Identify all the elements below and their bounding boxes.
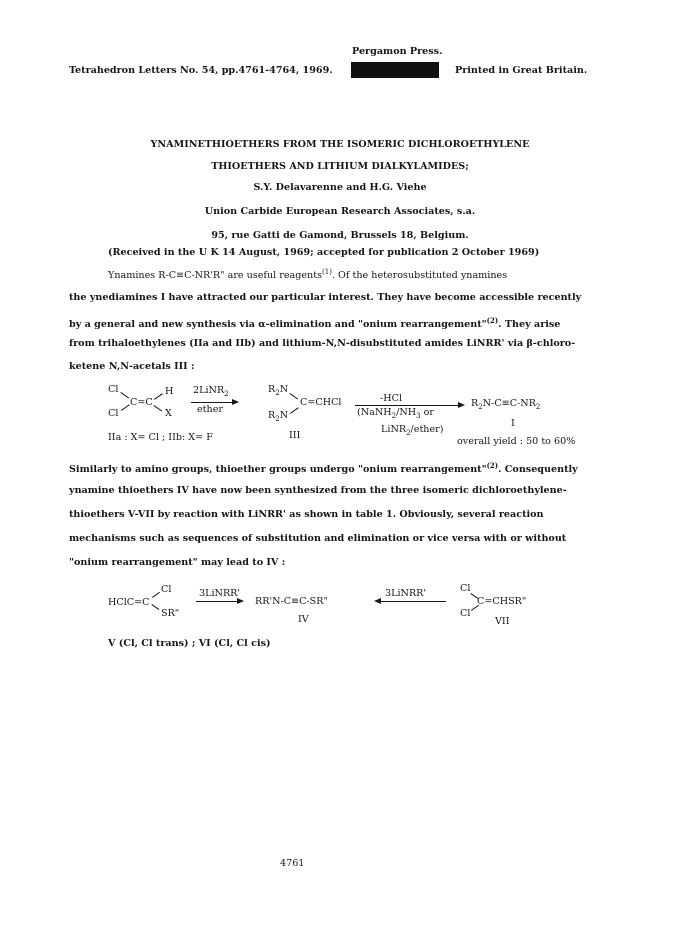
isomer-note: V (Cl, Cl trans) ; VI (Cl, Cl cis): [108, 638, 271, 649]
printed-in: Printed in Great Britain.: [455, 65, 588, 76]
s1-product-i: $R_2N-C\equiv C-NR_2$: [471, 398, 541, 411]
s1-iia-iib: IIa : X= Cl ; IIb: X= F: [108, 432, 213, 443]
para1-line2: the ynediamines I have attracted our particular interest. They have become accessible recently: [69, 292, 582, 303]
s2-sr: SR": [161, 608, 180, 619]
s1-overall-yield: overall yield : 50 to 60%: [457, 436, 576, 447]
journal-citation: Tetrahedron Letters No. 54, pp.4761-4764, 1969.: [69, 65, 333, 76]
s2-label-vii: VII: [495, 616, 510, 627]
s1-reagent: 2LiNR$_2$: [193, 385, 229, 398]
s2-cl-top: Cl: [460, 583, 471, 594]
s2-arrow-left: [376, 601, 446, 602]
s1-label-iii: III: [289, 430, 301, 441]
authors: S.Y. Delavarenne and H.G. Viehe: [253, 182, 427, 193]
s1-chcl: C=CHCl: [300, 397, 342, 408]
s1-hcl: -HCl: [380, 393, 403, 404]
para2-line1: Similarly to amino groups, thioether groups undergo "onium rearrangement"$^{(2)}$. Consequently: [69, 461, 578, 475]
s2-product-iv: RR'N-C≡C-SR": [255, 596, 328, 607]
para1-line3: by a general and new synthesis via α-elimination and "onium rearrangement"$^{(2)}$. They arise: [69, 316, 561, 330]
s1-x: X: [165, 408, 172, 419]
s1-cl-top: Cl: [108, 384, 119, 395]
s2-label-iv: IV: [298, 614, 309, 625]
s2-hclc: HClC=C: [108, 597, 150, 608]
s1-label-i: I: [511, 418, 515, 429]
para2-line4: mechanisms such as sequences of substitution and elimination or vice versa with or without: [69, 533, 567, 544]
para1-line5: ketene N,N-acetals III :: [69, 361, 195, 372]
s1-h: H: [165, 386, 174, 397]
s1-solvent: ether: [197, 404, 223, 415]
s1-cl-bottom: Cl: [108, 408, 119, 419]
s2-cl: Cl: [161, 584, 172, 595]
s1-arrow-2: [355, 405, 463, 406]
affiliation: Union Carbide European Research Associates, s.a.: [204, 206, 476, 217]
para1-line1: Ynamines R-C≡C-NR'R" are useful reagents$^{(1)}$. Of the heterosubstituted ynamines: [108, 268, 508, 281]
para2-line2: ynamine thioethers IV have now been synthesized from the three isomeric dichloroethylene-: [69, 485, 567, 496]
publisher: Pergamon Press.: [352, 46, 443, 57]
s1-arrow-1: [191, 402, 237, 403]
s2-arrow-right: [196, 601, 242, 602]
s2-chsr: C=CHSR": [477, 596, 527, 607]
para2-line3: thioethers V-VII by reaction with LiNRR' as shown in table 1. Obviously, several reaction: [69, 509, 544, 520]
s1-conditions-2: LiNR$_2$/ether): [381, 424, 444, 437]
page-number: 4761: [280, 858, 305, 869]
s1-r2n-top: $R_2N$: [268, 384, 289, 397]
s2-reagent-left: 3LiNRR': [199, 588, 241, 599]
para1-line4: from trihaloethylenes (IIa and IIb) and lithium-N,N-disubstituted amides LiNRR' via β-chloro-: [69, 338, 576, 349]
s1-conditions-1: ($NaNH_2/NH_3$ or: [357, 407, 434, 420]
redaction-bar: [351, 62, 439, 78]
s1-r2n-bottom: $R_2N$: [268, 410, 289, 423]
s2-cl-bottom: Cl: [460, 608, 471, 619]
s1-cc: C=C: [130, 397, 153, 408]
address: 95, rue Gatti de Gamond, Brussels 18, Belgium.: [211, 230, 469, 241]
para2-line5: "onium rearrangement" may lead to IV :: [69, 557, 286, 568]
received-line: (Received in the U K 14 August, 1969; accepted for publication 2 October 1969): [108, 247, 540, 258]
title-line-1: YNAMINETHIOETHERS FROM THE ISOMERIC DICHLOROETHYLENE: [150, 139, 530, 150]
title-line-2: THIOETHERS AND LITHIUM DIALKYLAMIDES;: [211, 161, 469, 172]
s2-reagent-right: 3LiNRR': [385, 588, 427, 599]
